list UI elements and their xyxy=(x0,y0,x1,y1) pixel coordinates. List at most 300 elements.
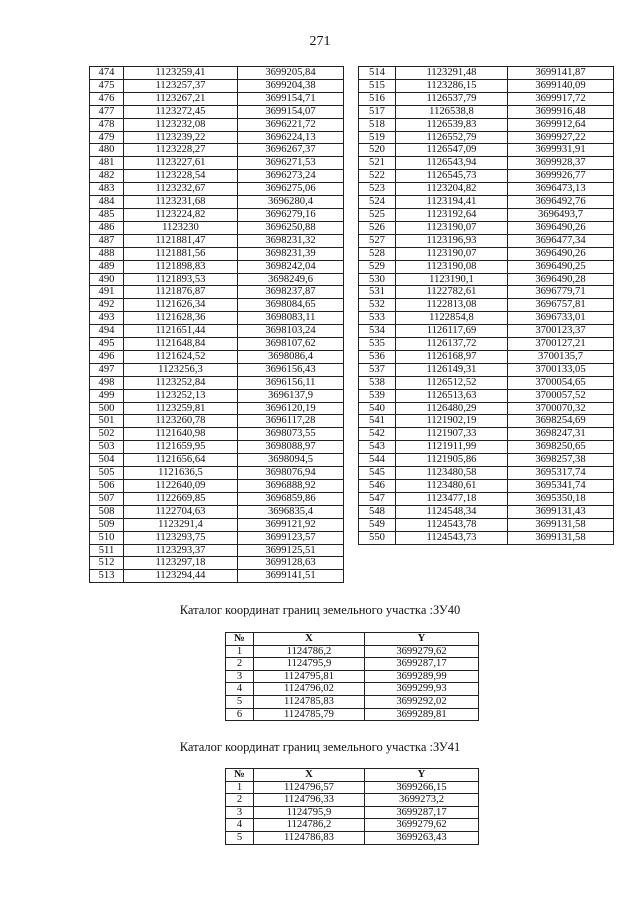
point-number-cell: 511 xyxy=(90,544,124,557)
point-number-cell: 3 xyxy=(226,670,254,683)
x-coordinate-cell: 1126537,79 xyxy=(396,92,508,105)
y-coordinate-cell: 3699205,84 xyxy=(238,67,344,80)
point-number-cell: 490 xyxy=(90,273,124,286)
x-coordinate-cell: 1126552,79 xyxy=(396,131,508,144)
point-number-cell: 540 xyxy=(359,402,396,415)
table-row xyxy=(359,144,614,157)
x-coordinate-cell: 1121640,98 xyxy=(124,428,238,441)
point-number-cell: 523 xyxy=(359,183,396,196)
table-row xyxy=(90,79,344,92)
y-coordinate-cell: 3696490,26 xyxy=(508,221,614,234)
point-number-cell: 481 xyxy=(90,157,124,170)
table-row xyxy=(359,92,614,105)
table-row xyxy=(359,234,614,247)
point-number-cell: 506 xyxy=(90,480,124,493)
x-coordinate-cell: 1124548,34 xyxy=(396,505,508,518)
table-row xyxy=(359,467,614,480)
table-row xyxy=(359,389,614,402)
y-coordinate-cell: 3699289,81 xyxy=(365,708,479,721)
x-coordinate-cell: 1123293,37 xyxy=(124,544,238,557)
x-coordinate-cell: 1121881,56 xyxy=(124,247,238,260)
y-coordinate-cell: 3696120,19 xyxy=(238,402,344,415)
x-coordinate-cell: 1124785,83 xyxy=(254,695,365,708)
x-coordinate-cell: 1126545,73 xyxy=(396,170,508,183)
table-row xyxy=(226,819,479,832)
table-row xyxy=(226,683,479,696)
point-number-cell: 497 xyxy=(90,363,124,376)
y-coordinate-cell: 3698073,55 xyxy=(238,428,344,441)
point-number-cell: 518 xyxy=(359,118,396,131)
table-row xyxy=(90,144,344,157)
point-number-cell: 485 xyxy=(90,208,124,221)
catalog-title-zu40: Каталог координат границ земельного участка :ЗУ40 xyxy=(179,603,461,617)
x-coordinate-cell: 1126547,09 xyxy=(396,144,508,157)
column-header: X xyxy=(254,633,365,646)
table-row xyxy=(90,157,344,170)
point-number-cell: 520 xyxy=(359,144,396,157)
y-coordinate-cell: 3698094,5 xyxy=(238,454,344,467)
page-number: 271 xyxy=(309,34,331,49)
point-number-cell: 491 xyxy=(90,286,124,299)
point-number-cell: 521 xyxy=(359,157,396,170)
x-coordinate-cell: 1124543,78 xyxy=(396,518,508,531)
table-row xyxy=(90,105,344,118)
point-number-cell: 498 xyxy=(90,376,124,389)
y-coordinate-cell: 3696224,13 xyxy=(238,131,344,144)
x-coordinate-cell: 1123286,15 xyxy=(396,79,508,92)
point-number-cell: 544 xyxy=(359,454,396,467)
y-coordinate-cell: 3696493,7 xyxy=(508,208,614,221)
x-coordinate-cell: 1126137,72 xyxy=(396,338,508,351)
point-number-cell: 503 xyxy=(90,441,124,454)
point-number-cell: 512 xyxy=(90,557,124,570)
table-row xyxy=(359,105,614,118)
y-coordinate-cell: 3699141,51 xyxy=(238,570,344,583)
point-number-cell: 1 xyxy=(226,781,254,794)
point-number-cell: 479 xyxy=(90,131,124,144)
point-number-cell: 548 xyxy=(359,505,396,518)
point-number-cell: 549 xyxy=(359,518,396,531)
table-row xyxy=(226,708,479,721)
table-row xyxy=(359,299,614,312)
table-row xyxy=(90,183,344,196)
y-coordinate-cell: 3698084,65 xyxy=(238,299,344,312)
point-number-cell: 525 xyxy=(359,208,396,221)
table-row xyxy=(359,247,614,260)
y-coordinate-cell: 3695350,18 xyxy=(508,492,614,505)
table-row xyxy=(226,645,479,658)
point-number-cell: 488 xyxy=(90,247,124,260)
x-coordinate-cell: 1121651,44 xyxy=(124,325,238,338)
table-row xyxy=(90,570,344,583)
point-number-cell: 514 xyxy=(359,67,396,80)
x-coordinate-cell: 1123272,45 xyxy=(124,105,238,118)
y-coordinate-cell: 3696275,06 xyxy=(238,183,344,196)
table-row xyxy=(359,505,614,518)
y-coordinate-cell: 3699917,72 xyxy=(508,92,614,105)
point-number-cell: 528 xyxy=(359,247,396,260)
table-row xyxy=(90,273,344,286)
x-coordinate-cell: 1123194,41 xyxy=(396,196,508,209)
x-coordinate-cell: 1123228,27 xyxy=(124,144,238,157)
table-header-row xyxy=(226,769,479,782)
point-number-cell: 2 xyxy=(226,658,254,671)
x-coordinate-cell: 1124543,73 xyxy=(396,531,508,544)
table-row xyxy=(90,376,344,389)
y-coordinate-cell: 3698231,39 xyxy=(238,247,344,260)
x-coordinate-cell: 1126480,29 xyxy=(396,402,508,415)
point-number-cell: 543 xyxy=(359,441,396,454)
table-row xyxy=(359,221,614,234)
point-number-cell: 519 xyxy=(359,131,396,144)
point-number-cell: 486 xyxy=(90,221,124,234)
x-coordinate-cell: 1123294,44 xyxy=(124,570,238,583)
y-coordinate-cell: 3699273,2 xyxy=(365,794,479,807)
y-coordinate-cell: 3698231,32 xyxy=(238,234,344,247)
x-coordinate-cell: 1123297,18 xyxy=(124,557,238,570)
table-row xyxy=(90,92,344,105)
column-header: Y xyxy=(365,633,479,646)
point-number-cell: 527 xyxy=(359,234,396,247)
x-coordinate-cell: 1126543,94 xyxy=(396,157,508,170)
catalog-title-zu41: Каталог координат границ земельного участка :ЗУ41 xyxy=(179,740,461,754)
x-coordinate-cell: 1123190,07 xyxy=(396,221,508,234)
point-number-cell: 494 xyxy=(90,325,124,338)
y-coordinate-cell: 3698083,11 xyxy=(238,312,344,325)
x-coordinate-cell: 1123196,93 xyxy=(396,234,508,247)
point-number-cell: 504 xyxy=(90,454,124,467)
y-coordinate-cell: 3696221,72 xyxy=(238,118,344,131)
point-number-cell: 533 xyxy=(359,312,396,325)
x-coordinate-cell: 1123291,4 xyxy=(124,518,238,531)
table-row xyxy=(359,118,614,131)
y-coordinate-cell: 3699128,63 xyxy=(238,557,344,570)
y-coordinate-cell: 3696733,01 xyxy=(508,312,614,325)
table-row xyxy=(359,260,614,273)
point-number-cell: 477 xyxy=(90,105,124,118)
point-number-cell: 513 xyxy=(90,570,124,583)
y-coordinate-cell: 3695317,74 xyxy=(508,467,614,480)
x-coordinate-cell: 1123192,64 xyxy=(396,208,508,221)
table-row xyxy=(359,454,614,467)
y-coordinate-cell: 3699289,99 xyxy=(365,670,479,683)
point-number-cell: 546 xyxy=(359,480,396,493)
y-coordinate-cell: 3699141,87 xyxy=(508,67,614,80)
y-coordinate-cell: 3699131,58 xyxy=(508,531,614,544)
point-number-cell: 541 xyxy=(359,415,396,428)
x-coordinate-cell: 1122704,63 xyxy=(124,505,238,518)
y-coordinate-cell: 3700133,05 xyxy=(508,363,614,376)
x-coordinate-cell: 1123267,21 xyxy=(124,92,238,105)
table-row xyxy=(359,67,614,80)
y-coordinate-cell: 3698249,6 xyxy=(238,273,344,286)
point-number-cell: 545 xyxy=(359,467,396,480)
table-row xyxy=(226,658,479,671)
point-number-cell: 4 xyxy=(226,819,254,832)
table-row xyxy=(90,118,344,131)
x-coordinate-cell: 1123480,61 xyxy=(396,480,508,493)
x-coordinate-cell: 1123230 xyxy=(124,221,238,234)
point-number-cell: 476 xyxy=(90,92,124,105)
table-row xyxy=(359,312,614,325)
x-coordinate-cell: 1124786,83 xyxy=(254,831,365,844)
y-coordinate-cell: 3699121,92 xyxy=(238,518,344,531)
y-coordinate-cell: 3699287,17 xyxy=(365,806,479,819)
table-row xyxy=(90,415,344,428)
y-coordinate-cell: 3699263,43 xyxy=(365,831,479,844)
y-coordinate-cell: 3696250,88 xyxy=(238,221,344,234)
table-row xyxy=(90,402,344,415)
x-coordinate-cell: 1123480,58 xyxy=(396,467,508,480)
x-coordinate-cell: 1123224,82 xyxy=(124,208,238,221)
table-row xyxy=(90,247,344,260)
table-row xyxy=(90,170,344,183)
table-row xyxy=(359,363,614,376)
x-coordinate-cell: 1121898,83 xyxy=(124,260,238,273)
point-number-cell: 1 xyxy=(226,645,254,658)
point-number-cell: 484 xyxy=(90,196,124,209)
x-coordinate-cell: 1121648,84 xyxy=(124,338,238,351)
y-coordinate-cell: 3698257,38 xyxy=(508,454,614,467)
y-coordinate-cell: 3699912,64 xyxy=(508,118,614,131)
y-coordinate-cell: 3699299,93 xyxy=(365,683,479,696)
x-coordinate-cell: 1123291,48 xyxy=(396,67,508,80)
table-row xyxy=(226,794,479,807)
x-coordinate-cell: 1123190,1 xyxy=(396,273,508,286)
x-coordinate-cell: 1124795,9 xyxy=(254,806,365,819)
point-number-cell: 547 xyxy=(359,492,396,505)
x-coordinate-cell: 1123260,78 xyxy=(124,415,238,428)
point-number-cell: 550 xyxy=(359,531,396,544)
point-number-cell: 493 xyxy=(90,312,124,325)
point-number-cell: 510 xyxy=(90,531,124,544)
y-coordinate-cell: 3699916,48 xyxy=(508,105,614,118)
point-number-cell: 482 xyxy=(90,170,124,183)
y-coordinate-cell: 3698076,94 xyxy=(238,467,344,480)
x-coordinate-cell: 1126539,83 xyxy=(396,118,508,131)
y-coordinate-cell: 3699154,71 xyxy=(238,92,344,105)
y-coordinate-cell: 3700127,21 xyxy=(508,338,614,351)
point-number-cell: 505 xyxy=(90,467,124,480)
table-row xyxy=(90,67,344,80)
x-coordinate-cell: 1123252,84 xyxy=(124,376,238,389)
x-coordinate-cell: 1122782,61 xyxy=(396,286,508,299)
y-coordinate-cell: 3699292,02 xyxy=(365,695,479,708)
y-coordinate-cell: 3696779,71 xyxy=(508,286,614,299)
y-coordinate-cell: 3699287,17 xyxy=(365,658,479,671)
y-coordinate-cell: 3700123,37 xyxy=(508,325,614,338)
x-coordinate-cell: 1124796,33 xyxy=(254,794,365,807)
point-number-cell: 501 xyxy=(90,415,124,428)
y-coordinate-cell: 3700054,65 xyxy=(508,376,614,389)
table-header-row xyxy=(226,633,479,646)
point-number-cell: 2 xyxy=(226,794,254,807)
x-coordinate-cell: 1124796,57 xyxy=(254,781,365,794)
x-coordinate-cell: 1126149,31 xyxy=(396,363,508,376)
y-coordinate-cell: 3696757,81 xyxy=(508,299,614,312)
coordinates-table-right xyxy=(358,66,614,545)
table-row xyxy=(359,428,614,441)
x-coordinate-cell: 1121907,33 xyxy=(396,428,508,441)
x-coordinate-cell: 1123227,61 xyxy=(124,157,238,170)
y-coordinate-cell: 3699140,09 xyxy=(508,79,614,92)
x-coordinate-cell: 1121626,34 xyxy=(124,299,238,312)
y-coordinate-cell: 3699266,15 xyxy=(365,781,479,794)
point-number-cell: 526 xyxy=(359,221,396,234)
table-row xyxy=(359,79,614,92)
point-number-cell: 502 xyxy=(90,428,124,441)
x-coordinate-cell: 1121911,99 xyxy=(396,441,508,454)
table-row xyxy=(359,273,614,286)
point-number-cell: 539 xyxy=(359,389,396,402)
table-row xyxy=(90,480,344,493)
table-row xyxy=(359,131,614,144)
point-number-cell: 496 xyxy=(90,350,124,363)
table-row xyxy=(90,286,344,299)
x-coordinate-cell: 1123477,18 xyxy=(396,492,508,505)
x-coordinate-cell: 1126512,52 xyxy=(396,376,508,389)
table-row xyxy=(359,286,614,299)
table-row xyxy=(90,312,344,325)
table-row xyxy=(90,467,344,480)
y-coordinate-cell: 3699926,77 xyxy=(508,170,614,183)
table-row xyxy=(226,831,479,844)
y-coordinate-cell: 3698247,31 xyxy=(508,428,614,441)
x-coordinate-cell: 1123204,82 xyxy=(396,183,508,196)
point-number-cell: 495 xyxy=(90,338,124,351)
y-coordinate-cell: 3696280,4 xyxy=(238,196,344,209)
table-row xyxy=(359,415,614,428)
catalog-table-zu41 xyxy=(225,768,479,845)
table-row xyxy=(90,557,344,570)
y-coordinate-cell: 3699125,51 xyxy=(238,544,344,557)
point-number-cell: 542 xyxy=(359,428,396,441)
column-header: X xyxy=(254,769,365,782)
table-row xyxy=(90,492,344,505)
y-coordinate-cell: 3696473,13 xyxy=(508,183,614,196)
y-coordinate-cell: 3699927,22 xyxy=(508,131,614,144)
x-coordinate-cell: 1123293,75 xyxy=(124,531,238,544)
table-row xyxy=(226,670,479,683)
point-number-cell: 524 xyxy=(359,196,396,209)
table-row xyxy=(359,183,614,196)
x-coordinate-cell: 1121881,47 xyxy=(124,234,238,247)
x-coordinate-cell: 1123256,3 xyxy=(124,363,238,376)
y-coordinate-cell: 3696271,53 xyxy=(238,157,344,170)
table-row xyxy=(359,480,614,493)
table-row xyxy=(359,338,614,351)
x-coordinate-cell: 1123232,08 xyxy=(124,118,238,131)
y-coordinate-cell: 3699131,58 xyxy=(508,518,614,531)
table-row xyxy=(359,376,614,389)
table-row xyxy=(90,505,344,518)
table-row xyxy=(359,170,614,183)
table-row xyxy=(226,806,479,819)
point-number-cell: 499 xyxy=(90,389,124,402)
point-number-cell: 515 xyxy=(359,79,396,92)
table-row xyxy=(90,441,344,454)
x-coordinate-cell: 1123259,81 xyxy=(124,402,238,415)
table-row xyxy=(359,325,614,338)
x-coordinate-cell: 1123257,37 xyxy=(124,79,238,92)
x-coordinate-cell: 1126538,8 xyxy=(396,105,508,118)
table-row xyxy=(90,208,344,221)
point-number-cell: 3 xyxy=(226,806,254,819)
y-coordinate-cell: 3698103,24 xyxy=(238,325,344,338)
x-coordinate-cell: 1124786,2 xyxy=(254,645,365,658)
y-coordinate-cell: 3698088,97 xyxy=(238,441,344,454)
point-number-cell: 517 xyxy=(359,105,396,118)
table-row xyxy=(359,402,614,415)
x-coordinate-cell: 1122813,08 xyxy=(396,299,508,312)
table-row xyxy=(90,544,344,557)
x-coordinate-cell: 1123228,54 xyxy=(124,170,238,183)
point-number-cell: 508 xyxy=(90,505,124,518)
point-number-cell: 507 xyxy=(90,492,124,505)
table-row xyxy=(226,781,479,794)
x-coordinate-cell: 1123190,07 xyxy=(396,247,508,260)
table-row xyxy=(90,350,344,363)
table-row xyxy=(359,518,614,531)
point-number-cell: 516 xyxy=(359,92,396,105)
table-row xyxy=(90,221,344,234)
table-row xyxy=(90,234,344,247)
point-number-cell: 532 xyxy=(359,299,396,312)
table-row xyxy=(90,338,344,351)
y-coordinate-cell: 3696888,92 xyxy=(238,480,344,493)
y-coordinate-cell: 3700135,7 xyxy=(508,350,614,363)
table-row xyxy=(90,518,344,531)
x-coordinate-cell: 1122640,09 xyxy=(124,480,238,493)
table-row xyxy=(90,299,344,312)
y-coordinate-cell: 3698237,87 xyxy=(238,286,344,299)
column-header: № xyxy=(226,769,254,782)
y-coordinate-cell: 3696490,26 xyxy=(508,247,614,260)
y-coordinate-cell: 3696156,43 xyxy=(238,363,344,376)
y-coordinate-cell: 3696273,24 xyxy=(238,170,344,183)
point-number-cell: 492 xyxy=(90,299,124,312)
column-header: Y xyxy=(365,769,479,782)
y-coordinate-cell: 3696492,76 xyxy=(508,196,614,209)
y-coordinate-cell: 3696117,28 xyxy=(238,415,344,428)
point-number-cell: 4 xyxy=(226,683,254,696)
y-coordinate-cell: 3695341,74 xyxy=(508,480,614,493)
point-number-cell: 5 xyxy=(226,695,254,708)
y-coordinate-cell: 3696279,16 xyxy=(238,208,344,221)
table-row xyxy=(90,389,344,402)
point-number-cell: 478 xyxy=(90,118,124,131)
point-number-cell: 509 xyxy=(90,518,124,531)
y-coordinate-cell: 3698242,04 xyxy=(238,260,344,273)
table-row xyxy=(359,492,614,505)
table-row xyxy=(90,454,344,467)
table-row xyxy=(90,260,344,273)
point-number-cell: 538 xyxy=(359,376,396,389)
table-row xyxy=(359,196,614,209)
y-coordinate-cell: 3698086,4 xyxy=(238,350,344,363)
x-coordinate-cell: 1123239,22 xyxy=(124,131,238,144)
y-coordinate-cell: 3696137,9 xyxy=(238,389,344,402)
x-coordinate-cell: 1121902,19 xyxy=(396,415,508,428)
x-coordinate-cell: 1126117,69 xyxy=(396,325,508,338)
table-row xyxy=(90,196,344,209)
y-coordinate-cell: 3700070,32 xyxy=(508,402,614,415)
table-row xyxy=(90,531,344,544)
y-coordinate-cell: 3699931,91 xyxy=(508,144,614,157)
point-number-cell: 530 xyxy=(359,273,396,286)
x-coordinate-cell: 1123259,41 xyxy=(124,67,238,80)
y-coordinate-cell: 3698250,65 xyxy=(508,441,614,454)
